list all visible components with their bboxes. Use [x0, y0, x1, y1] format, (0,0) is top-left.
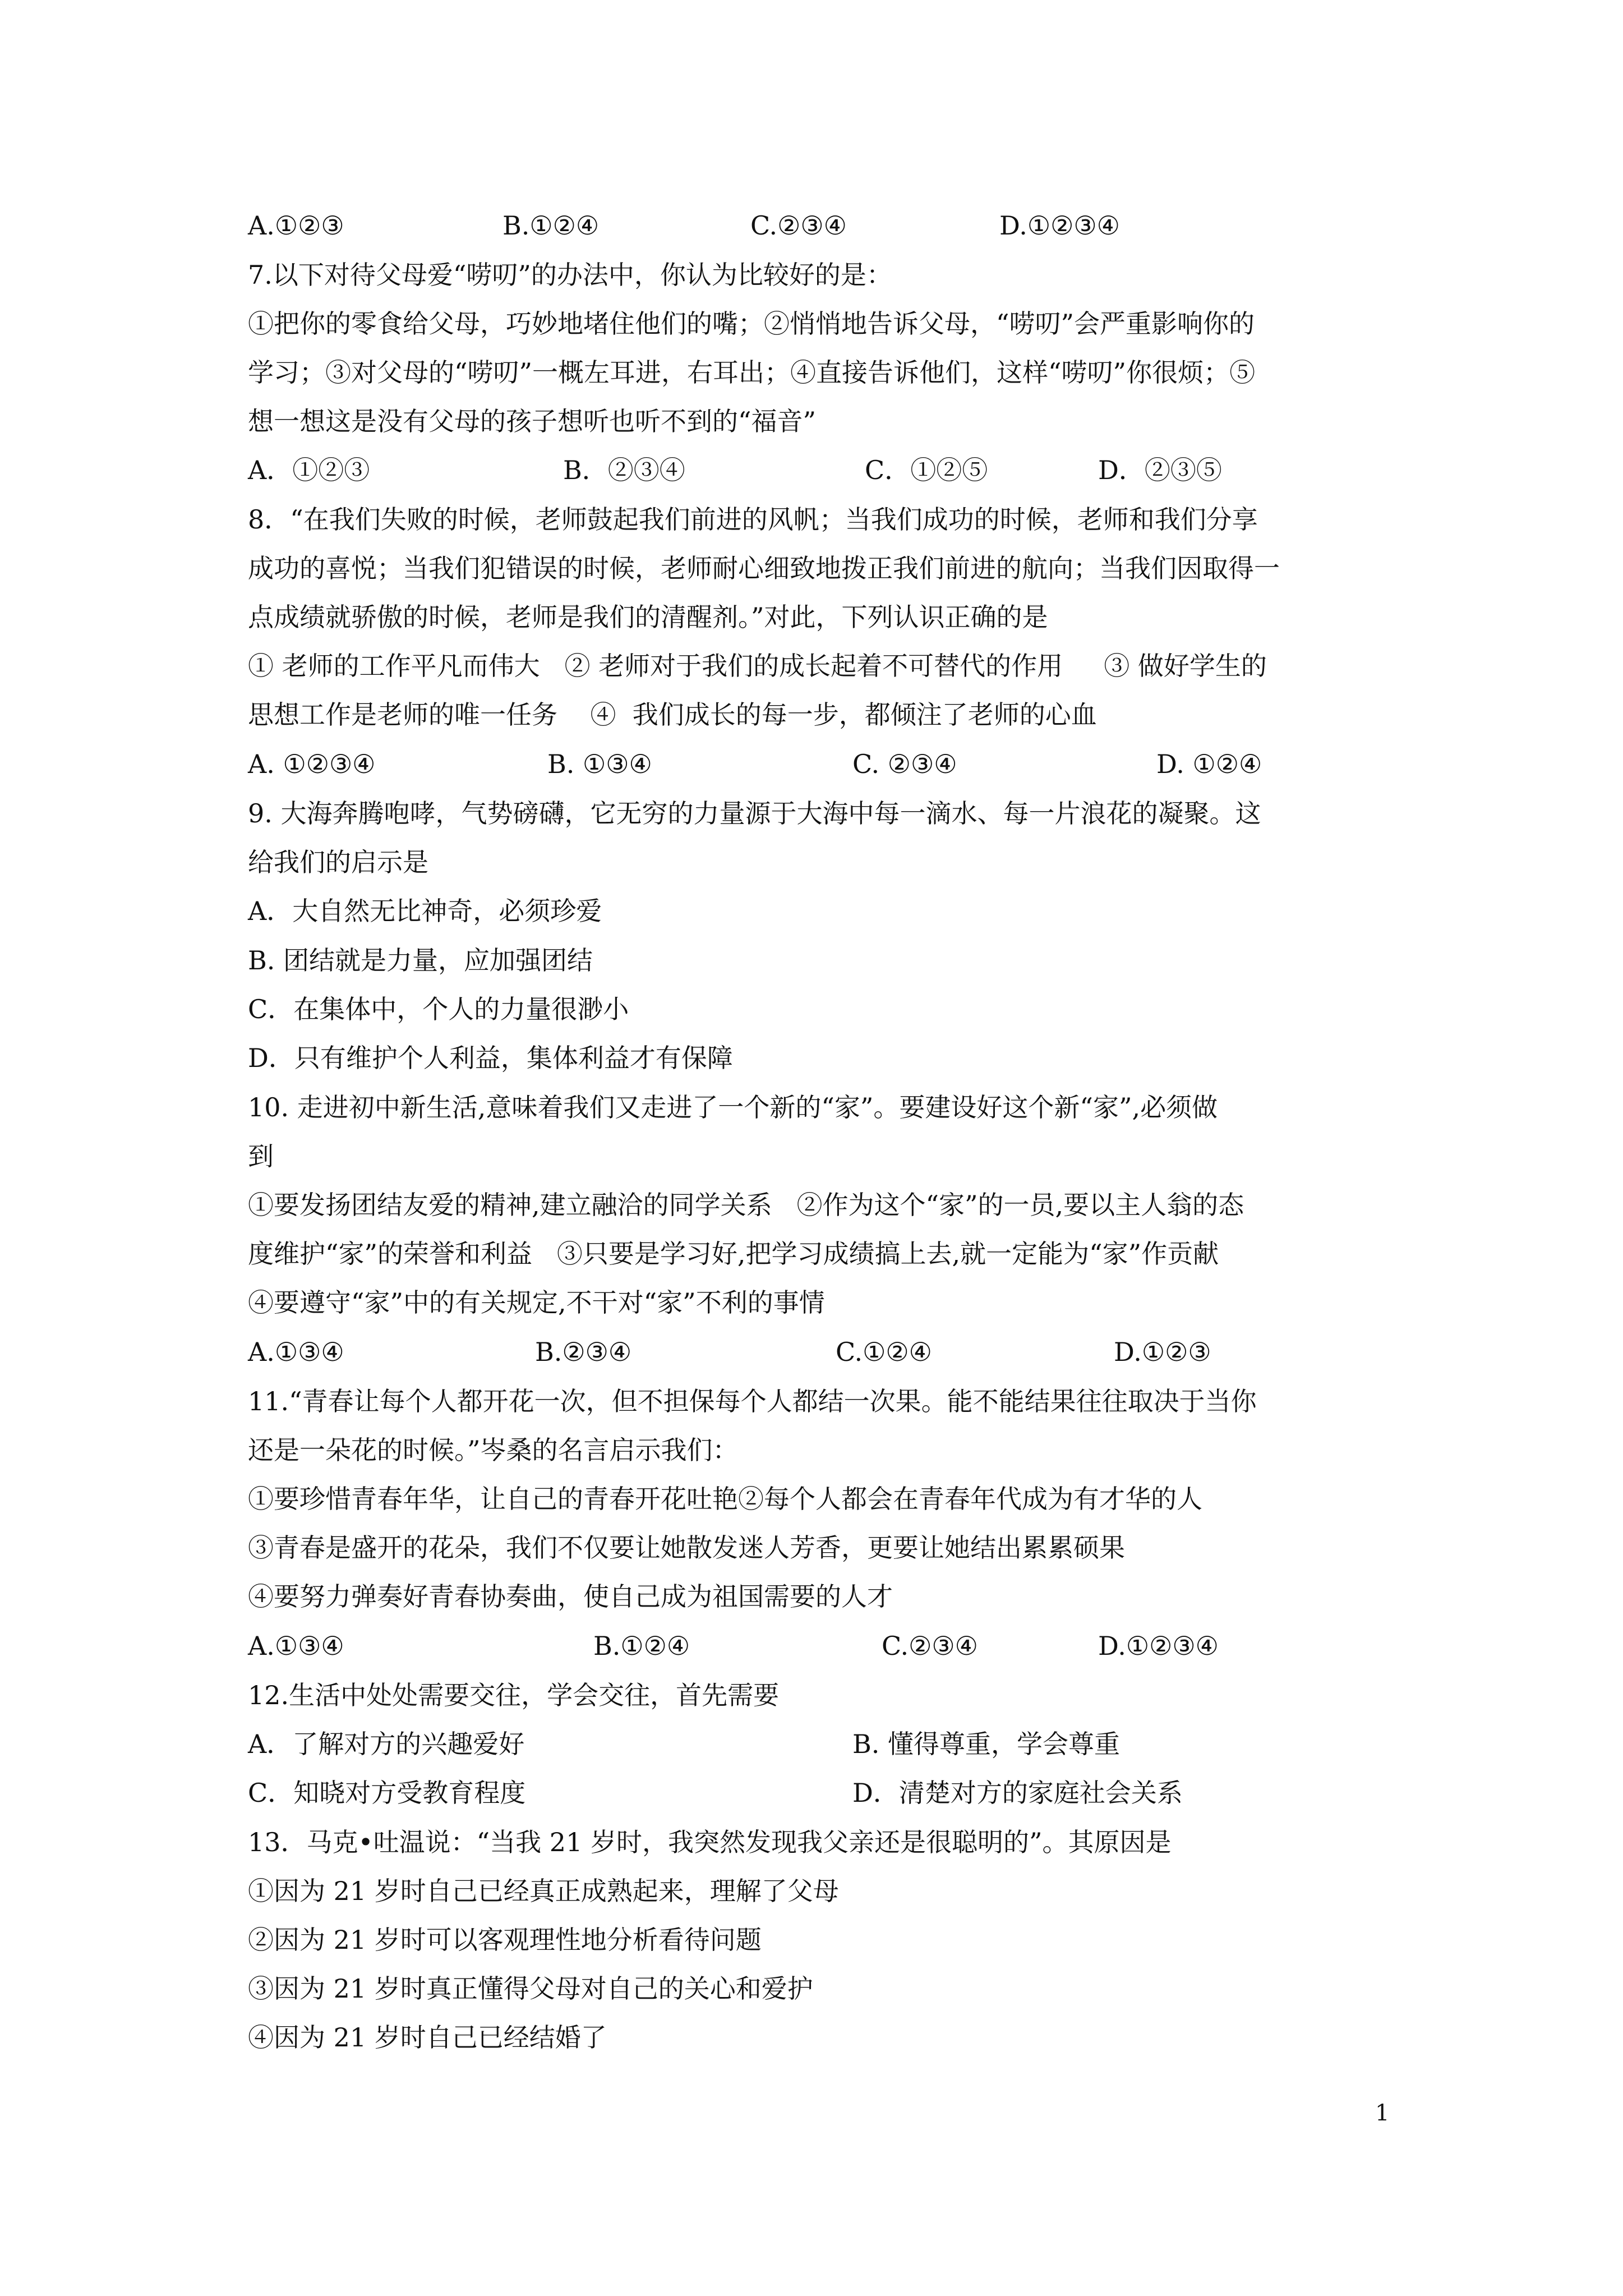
q11-option-c: C.②③④	[882, 1631, 978, 1661]
q10-option-a: A.①③④	[248, 1337, 344, 1367]
q7-stem: 7.以下对待父母爱“唠叨”的办法中，你认为比较好的是：	[248, 260, 892, 290]
q11-stem-line-1: 11.“青春让每个人都开花一次，但不担保每个人都结一次果。能不能结果往往取决于当你	[248, 1386, 1257, 1416]
q8-option-b: B. ①③④	[547, 749, 652, 779]
q7-option-c: C．①②⑤	[865, 455, 988, 485]
q13-line-4: ④因为 21 岁时自己已经结婚了	[248, 2022, 607, 2053]
q11-option-d: D.①②③④	[1098, 1631, 1219, 1661]
q8-stem-line-2: 成功的喜悦；当我们犯错误的时候，老师耐心细致地拨正我们前进的航向；当我们因取得一	[248, 553, 1280, 583]
q8-stem-line-1: 8．“在我们失败的时候，老师鼓起我们前进的风帆；当我们成功的时候，老师和我们分享	[248, 504, 1258, 535]
q8-stem-line-3: 点成绩就骄傲的时候，老师是我们的清醒剂。”对此，下列认识正确的是	[248, 602, 1048, 632]
q8-option-d: D. ①②④	[1156, 749, 1262, 779]
q6-option-b: B.①②④	[502, 210, 600, 241]
q7-line-3: 想一想这是没有父母的孩子想听也听不到的“福音”	[248, 406, 817, 436]
q6-option-d: D.①②③④	[999, 210, 1120, 241]
q11-option-b: B.①②④	[593, 1631, 690, 1661]
q10-option-c: C.①②④	[836, 1337, 932, 1367]
q9-option-c: C．在集体中，个人的力量很渺小	[248, 994, 629, 1024]
q10-line-3: ④要遵守“家”中的有关规定,不干对“家”不利的事情	[248, 1287, 825, 1318]
q9-stem-line-2: 给我们的启示是	[248, 847, 428, 877]
q11-line-3: ④要努力弹奏好青春协奏曲，使自己成为祖国需要的人才	[248, 1581, 893, 1612]
q9-option-b: B. 团结就是力量，应加强团结	[248, 945, 593, 976]
q7-line-1: ①把你的零食给父母，巧妙地堵住他们的嘴；②悄悄地告诉父母，“唠叨”会严重影响你的	[248, 309, 1255, 339]
q9-option-a: A．大自然无比神奇，必须珍爱	[248, 896, 602, 926]
q7-option-d: D．②③⑤	[1098, 455, 1222, 485]
q8-option-c: C. ②③④	[852, 749, 957, 779]
q10-stem-line-1: 10. 走进初中新生活,意味着我们又走进了一个新的“家”。要建设好这个新“家”,必须做	[248, 1092, 1218, 1122]
q6-option-a: A.①②③	[248, 210, 344, 241]
q11-option-a: A.①③④	[248, 1631, 344, 1661]
q11-stem-line-2: 还是一朵花的时候。”岑桑的名言启示我们：	[248, 1435, 739, 1465]
q12-option-b: B. 懂得尊重，学会尊重	[852, 1729, 1121, 1759]
q9-option-d: D．只有维护个人利益，集体利益才有保障	[248, 1043, 733, 1073]
q12-option-a: A．了解对方的兴趣爱好	[248, 1729, 525, 1759]
q6-option-c: C.②③④	[750, 210, 847, 241]
q10-option-d: D.①②③	[1114, 1337, 1211, 1367]
q12-option-c: C．知晓对方受教育程度	[248, 1778, 526, 1808]
q10-line-1: ①要发扬团结友爱的精神,建立融洽的同学关系 ②作为这个“家”的一员,要以主人翁的态	[248, 1190, 1244, 1220]
q8-line-2: 思想工作是老师的唯一任务 ④ 我们成长的每一步，都倾注了老师的心血	[248, 700, 1097, 730]
q10-stem-line-2: 到	[248, 1141, 274, 1171]
q7-option-a: A．①②③	[248, 455, 370, 485]
q10-option-b: B.②③④	[535, 1337, 632, 1367]
q8-line-1: ① 老师的工作平凡而伟大 ② 老师对于我们的成长起着不可替代的作用 ③ 做好学生的	[248, 651, 1267, 681]
q13-stem: 13．马克•吐温说：“当我 21 岁时，我突然发现我父亲还是很聪明的”。其原因是	[248, 1827, 1172, 1857]
q12-stem: 12.生活中处处需要交往，学会交往，首先需要	[248, 1680, 780, 1710]
q8-option-a: A. ①②③④	[248, 749, 376, 779]
q13-line-3: ③因为 21 岁时真正懂得父母对自己的关心和爱护	[248, 1973, 813, 2004]
q7-option-b: B．②③④	[563, 455, 685, 485]
q12-option-d: D．清楚对方的家庭社会关系	[852, 1778, 1183, 1808]
q11-line-2: ③青春是盛开的花朵，我们不仅要让她散发迷人芳香，更要让她结出累累硕果	[248, 1533, 1125, 1563]
q7-line-2: 学习；③对父母的“唠叨”一概左耳进，右耳出；④直接告诉他们，这样“唠叨”你很烦；⑤	[248, 357, 1256, 388]
q11-line-1: ①要珍惜青春年华，让自己的青春开花吐艳②每个人都会在青春年代成为有才华的人	[248, 1484, 1202, 1514]
q13-line-2: ②因为 21 岁时可以客观理性地分析看待问题	[248, 1925, 762, 1955]
q13-line-1: ①因为 21 岁时自己已经真正成熟起来，理解了父母	[248, 1876, 839, 1906]
page-number: 1	[1375, 2100, 1390, 2126]
q9-stem-line-1: 9. 大海奔腾咆哮，气势磅礴，它无穷的力量源于大海中每一滴水、每一片浪花的凝聚。这	[248, 798, 1261, 829]
q10-line-2: 度维护“家”的荣誉和利益 ③只要是学习好,把学习成绩搞上去,就一定能为“家”作贡献	[248, 1239, 1219, 1269]
